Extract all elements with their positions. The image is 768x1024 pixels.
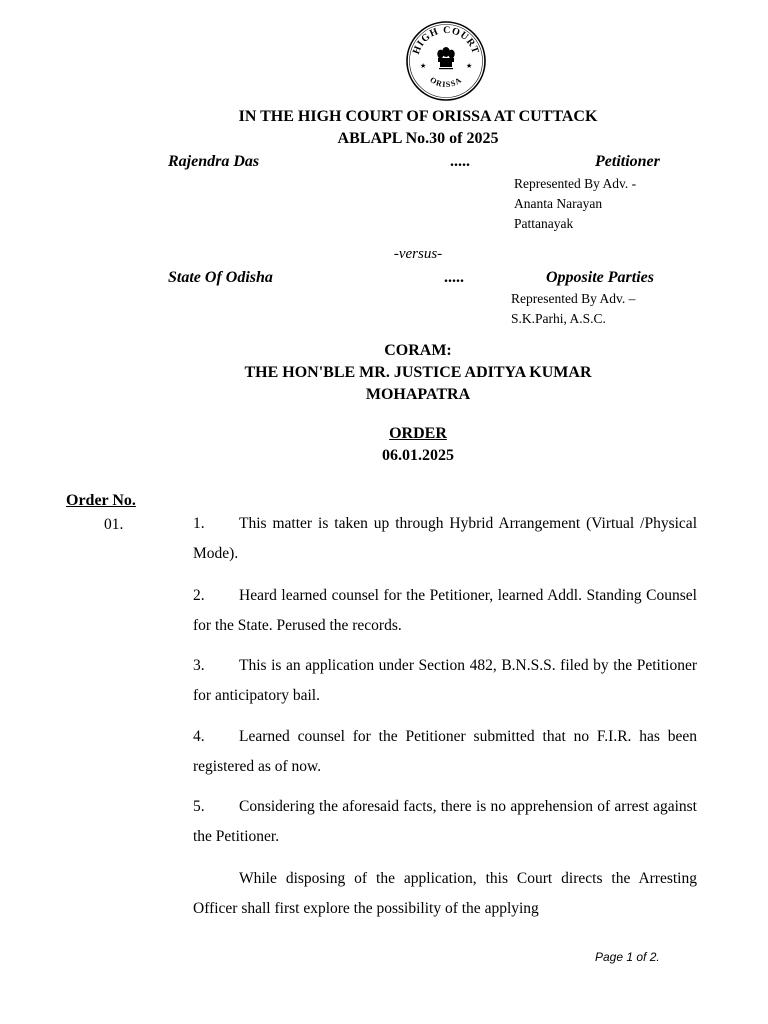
coram-heading: CORAM: xyxy=(384,342,452,359)
petitioner-rep-line-1: Represented By Adv. - xyxy=(514,176,637,191)
versus-label: -versus- xyxy=(393,246,443,262)
svg-text:★: ★ xyxy=(466,62,473,70)
page-footer: Page 1 of 2. xyxy=(595,950,660,964)
petitioner-rep-line-2: Ananta Narayan xyxy=(514,196,603,211)
petitioner-dots: ..... xyxy=(450,153,470,170)
svg-text:ORISSA xyxy=(428,75,463,89)
paragraph-1 xyxy=(193,509,697,569)
paragraph-text: While disposing of the application, this Court directs the Arresting Officer shall first explore the possibility of the applying xyxy=(193,870,697,917)
paragraph-number: 5. xyxy=(193,798,205,815)
high-court-seal-icon xyxy=(405,20,487,102)
paragraph-number: 3. xyxy=(193,657,205,674)
paragraph-text: This is an application under Section 482, B.N.S.S. filed by the Petitioner for anticipatory bail. xyxy=(193,657,697,704)
case-number: ABLAPL No.30 of 2025 xyxy=(337,130,499,147)
paragraph-number: 4. xyxy=(193,728,205,745)
paragraph-text: Considering the aforesaid facts, there is no apprehension of arrest against the Petitioner. xyxy=(193,798,697,845)
order-no-value: 01. xyxy=(104,516,124,533)
paragraph-text: Heard learned counsel for the Petitioner, learned Addl. Standing Counsel for the State. Perused the records. xyxy=(193,587,697,634)
order-no-label: Order No. xyxy=(66,492,136,509)
paragraph-text: This matter is taken up through Hybrid Arrangement (Virtual /Physical Mode). xyxy=(193,515,697,562)
paragraph-3 xyxy=(193,651,697,711)
respondent-rep-line-1: Represented By Adv. – xyxy=(511,291,636,306)
order-date: 06.01.2025 xyxy=(382,447,454,464)
paragraph-4 xyxy=(193,722,697,782)
coram-judge-line-1: THE HON'BLE MR. JUSTICE ADITYA KUMAR xyxy=(244,364,592,381)
paragraph-5 xyxy=(193,792,697,852)
paragraph-number: 2. xyxy=(193,587,205,604)
petitioner-rep-line-3: Pattanayak xyxy=(514,216,574,231)
paragraph-6 xyxy=(193,864,697,924)
paragraph-text: Learned counsel for the Petitioner submitted that no F.I.R. has been registered as of now. xyxy=(193,728,697,775)
seal-top-text: HIGH COURT xyxy=(410,24,482,56)
paragraph-number: 1. xyxy=(193,515,205,532)
respondent-name: State Of Odisha xyxy=(168,269,273,286)
petitioner-role: Petitioner xyxy=(595,153,660,170)
petitioner-name: Rajendra Das xyxy=(168,153,260,170)
seal-bottom-text: ORISSA xyxy=(428,75,464,90)
respondent-role: Opposite Parties xyxy=(546,269,654,286)
court-title: IN THE HIGH COURT OF ORISSA AT CUTTACK xyxy=(238,108,598,125)
order-heading: ORDER xyxy=(389,425,447,442)
coram-judge-line-2: MOHAPATRA xyxy=(365,386,471,403)
paragraph-2 xyxy=(193,581,697,641)
svg-text:★: ★ xyxy=(420,62,427,70)
respondent-dots: ..... xyxy=(444,269,464,286)
respondent-rep-line-2: S.K.Parhi, A.S.C. xyxy=(511,311,606,326)
